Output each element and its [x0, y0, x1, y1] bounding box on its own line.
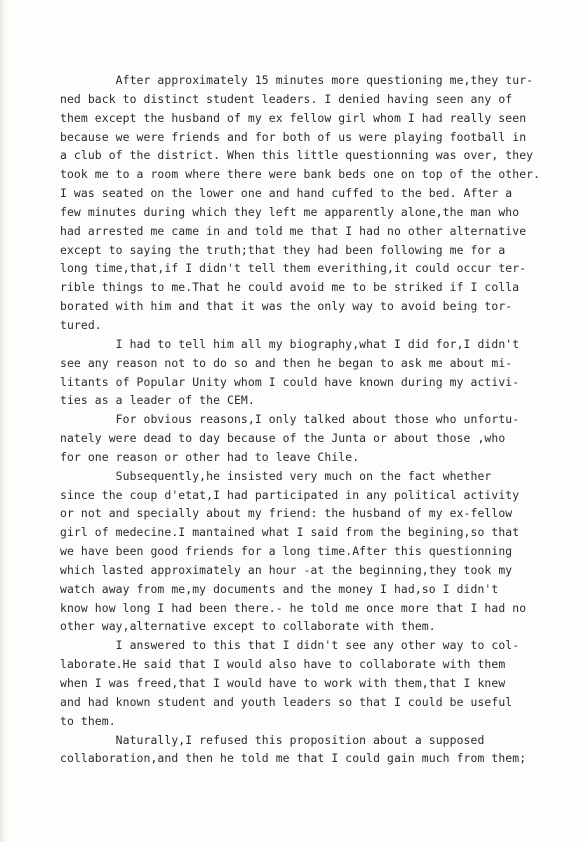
- text-line: when I was freed,that I would have to work with them,that I knew: [60, 676, 506, 690]
- text-line: see any reason not to do so and then he began to ask me about mi-: [60, 355, 513, 370]
- text-line: nately were dead to day because of the Junta or about those ,who: [60, 431, 506, 446]
- text-line: laborate.He said that I would also have to collaborate with them: [60, 657, 506, 672]
- text-line: girl of medecine.I mantained what I said from the begining,so that: [60, 525, 520, 540]
- text-line: few minutes during which they left me apparently alone,the man who: [60, 204, 520, 219]
- text-line: took me to a room where there were bank beds one on top of the other.: [60, 167, 541, 182]
- text-line: had arrested me came in and told me that I had no other alternative: [60, 223, 527, 238]
- text-line: except to saying the truth;that they had been following me for a: [60, 242, 506, 257]
- text-line: I had to tell him all my biography,what I did for,I didn't: [60, 336, 520, 351]
- text-line: long time,that,if I didn't tell them everithing,it could occur ter-: [60, 261, 527, 276]
- text-line: since the coup d'etat,I had participated in any political activity: [60, 487, 520, 502]
- text-line: rible things to me.That he could avoid me to be striked if I colla: [60, 280, 520, 295]
- text-line: After approximately 15 minutes more questioning me,they tur-: [60, 73, 534, 87]
- text-line: because we were friends and for both of us were playing football in: [60, 129, 527, 144]
- text-line: Naturally,I refused this proposition about a supposed: [60, 732, 485, 747]
- document-body: [60, 71, 545, 768]
- text-line: I was seated on the lower one and hand cuffed to the bed. After a: [60, 186, 513, 201]
- text-line: a club of the district. When this little questionning was over, they: [60, 148, 534, 163]
- text-line: borated with him and that it was the only way to avoid being tor-: [60, 299, 513, 314]
- text-line: Subsequently,he insisted very much on the fact whether: [60, 468, 492, 483]
- text-line: I answered to this that I didn't see any other way to col-: [60, 638, 520, 653]
- text-line: watch away from me,my documents and the money I had,so I didn't: [60, 581, 499, 596]
- text-line: litants of Popular Unity whom I could have known during my activi-: [60, 374, 520, 389]
- text-line: or not and specially about my friend: the husband of my ex-fellow: [60, 506, 513, 521]
- text-line: know how long I had been there.- he told me once more that I had no: [60, 600, 527, 615]
- text-line: ned back to distinct student leaders. I denied having seen any of: [60, 91, 513, 106]
- text-line: other way,alternative except to collaborate with them.: [60, 619, 436, 634]
- text-line: tured.: [60, 317, 102, 332]
- text-line: which lasted approximately an hour -at the beginning,they took my: [60, 562, 513, 577]
- text-line: collaboration,and then he told me that I could gain much from them;: [60, 751, 527, 766]
- text-line: and had known student and youth leaders so that I could be useful: [60, 694, 513, 709]
- text-line: ties as a leader of the CEM.: [60, 393, 255, 408]
- text-line: to them.: [60, 713, 116, 728]
- text-line: we have been good friends for a long time.After this questionning: [60, 544, 513, 559]
- text-line: for one reason or other had to leave Chile.: [60, 449, 360, 464]
- text-line: For obvious reasons,I only talked about those who unfortu-: [60, 412, 520, 427]
- text-line: them except the husband of my ex fellow girl whom I had really seen: [60, 110, 527, 125]
